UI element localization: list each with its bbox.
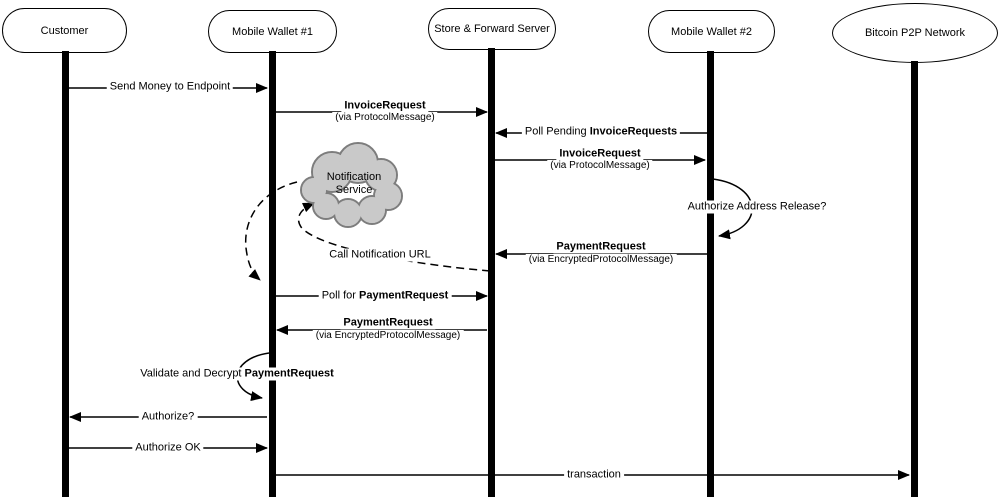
label-transaction: transaction bbox=[564, 469, 624, 482]
label-payment-request-1-via: (via EncryptedProtocolMessage) bbox=[526, 254, 677, 266]
actor-mobile-wallet-1-label: Mobile Wallet #1 bbox=[232, 25, 313, 38]
label-poll-pending-bold: InvoiceRequests bbox=[589, 125, 678, 138]
label-poll-for-payment-request bbox=[319, 290, 452, 303]
label-payment-request-2-via: (via EncryptedProtocolMessage) bbox=[313, 330, 464, 342]
actor-bitcoin-p2p-network-label: Bitcoin P2P Network bbox=[864, 27, 966, 39]
actor-store-forward-server-label: Store & Forward Server bbox=[434, 23, 550, 35]
notification-cloud-label bbox=[327, 171, 381, 197]
notification-cloud-label-line2: Service bbox=[335, 184, 373, 196]
notification-cloud-label-line1: Notification bbox=[326, 171, 382, 183]
label-validate-decrypt-bold: PaymentRequest bbox=[244, 367, 334, 380]
actor-customer-label: Customer bbox=[40, 24, 89, 37]
label-poll-pending bbox=[522, 126, 680, 139]
label-validate-decrypt-prefix: Validate and Decrypt bbox=[140, 367, 245, 380]
label-invoice-request-2-via: (via ProtocolMessage) bbox=[547, 160, 652, 172]
label-authorize-ok: Authorize OK bbox=[132, 442, 203, 455]
label-poll-pending-prefix: Poll Pending bbox=[524, 125, 590, 138]
label-invoice-request-1-via: (via ProtocolMessage) bbox=[332, 112, 437, 124]
label-send-money: Send Money to Endpoint bbox=[107, 81, 233, 94]
label-invoice-request-1-title: InvoiceRequest bbox=[341, 100, 428, 113]
actor-mobile-wallet-2-label: Mobile Wallet #2 bbox=[671, 25, 752, 38]
label-authorize-address-release: Authorize Address Release? bbox=[685, 201, 830, 214]
dashed-arrow-notify-wallet-1 bbox=[246, 182, 297, 280]
label-payment-request-2-title: PaymentRequest bbox=[340, 317, 435, 330]
label-invoice-request-2-title: InvoiceRequest bbox=[556, 148, 643, 161]
label-poll-for-prefix: Poll for bbox=[321, 289, 360, 302]
label-poll-for-bold: PaymentRequest bbox=[359, 289, 449, 302]
label-validate-decrypt bbox=[137, 368, 337, 381]
label-authorize-q: Authorize? bbox=[139, 411, 198, 424]
label-payment-request-1-title: PaymentRequest bbox=[553, 241, 648, 254]
label-call-notification-url: Call Notification URL bbox=[326, 249, 433, 262]
